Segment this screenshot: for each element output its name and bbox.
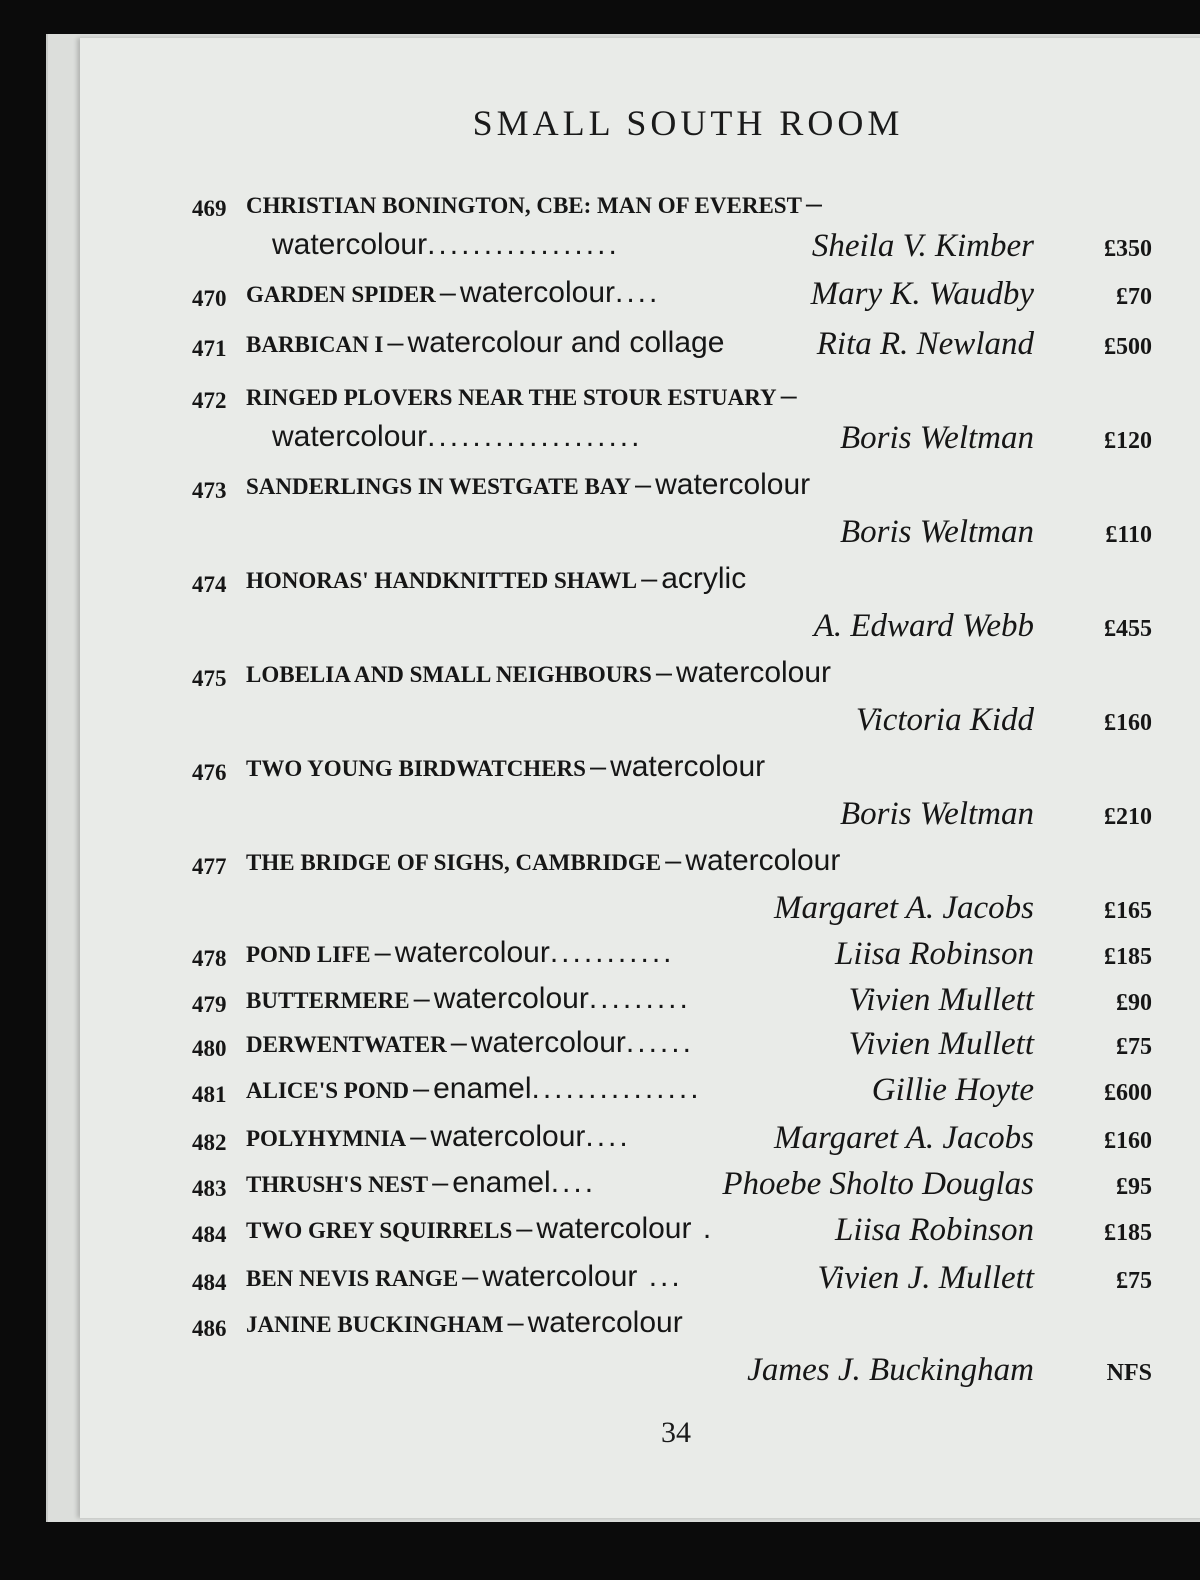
list-item: 482 POLYHYMNIA – watercolour.... Margaret A. Jacobs £160 <box>192 1120 1152 1156</box>
entry-number: 479 <box>192 992 227 1017</box>
entry-price: £165 <box>1104 898 1152 924</box>
list-item: 470 GARDEN SPIDER – watercolour.... Mary K. Waudby £70 <box>192 276 1152 312</box>
entry-price: £90 <box>1116 990 1152 1016</box>
list-item: 484 TWO GREY SQUIRRELS – watercolour . Liisa Robinson £185 <box>192 1212 1152 1248</box>
entry-number: 484 <box>192 1222 227 1247</box>
entry-price: £160 <box>1104 1128 1152 1154</box>
entry-medium: enamel <box>433 1072 532 1105</box>
entry-price: £185 <box>1104 1220 1152 1246</box>
page-number: 34 <box>661 1416 691 1449</box>
list-item: 486 JANINE BUCKINGHAM – watercolour <box>192 1306 683 1341</box>
page-title: SMALL SOUTH ROOM <box>472 103 904 143</box>
entry-title: BARBICAN I <box>246 332 384 357</box>
list-item: 484 BEN NEVIS RANGE – watercolour ... Vivien J. Mullett £75 <box>192 1260 1152 1296</box>
entry-medium: watercolour <box>527 1306 683 1339</box>
entry-number: 470 <box>192 286 227 311</box>
entry-number: 477 <box>192 854 227 879</box>
entry-medium: watercolour <box>394 936 550 969</box>
entry-number: 471 <box>192 336 227 361</box>
entry-number: 483 <box>192 1176 227 1201</box>
entry-title: THE BRIDGE OF SIGHS, CAMBRIDGE <box>246 850 662 875</box>
list-item: 477 THE BRIDGE OF SIGHS, CAMBRIDGE – watercolour <box>192 844 841 879</box>
entry-medium: watercolour <box>459 276 615 309</box>
entry-title: POLYHYMNIA <box>246 1126 407 1151</box>
entry-price: £600 <box>1104 1080 1152 1106</box>
entry-medium: watercolour <box>272 420 428 453</box>
entry-artist: Rita R. Newland <box>816 326 1034 362</box>
entry-artist: Boris Weltman <box>839 514 1034 550</box>
list-item: 471 BARBICAN I – watercolour and collage Rita R. Newland £500 <box>192 326 1152 362</box>
list-item: 483 THRUSH'S NEST – enamel.... Phoebe Sholto Douglas £95 <box>192 1166 1152 1202</box>
entry-number: 473 <box>192 478 227 503</box>
list-item-continuation <box>0 702 1200 748</box>
list-item-continuation <box>0 1352 1200 1398</box>
entry-artist: Phoebe Sholto Douglas <box>722 1166 1034 1202</box>
entry-artist: Boris Weltman <box>839 796 1034 832</box>
entry-artist: Sheila V. Kimber <box>811 228 1034 264</box>
list-item: 474 HONORAS' HANDKNITTED SHAWL – acrylic <box>192 562 747 597</box>
list-item: 476 TWO YOUNG BIRDWATCHERS – watercolour <box>192 750 766 785</box>
entry-title: CHRISTIAN BONINGTON, CBE: MAN OF EVEREST <box>246 193 802 218</box>
entry-title: RINGED PLOVERS NEAR THE STOUR ESTUARY <box>246 385 777 410</box>
entry-medium: watercolour <box>610 750 766 783</box>
entry-price: £455 <box>1104 616 1152 642</box>
entry-title: SANDERLINGS IN WESTGATE BAY <box>246 474 631 499</box>
entry-title: GARDEN SPIDER <box>246 282 436 307</box>
entry-artist: Vivien J. Mullett <box>817 1260 1034 1296</box>
entry-number: 476 <box>192 760 227 785</box>
entry-title: THRUSH'S NEST <box>246 1172 429 1197</box>
entry-number: 469 <box>192 196 227 221</box>
entry-medium: watercolour <box>433 982 589 1015</box>
entry-medium: watercolour <box>655 468 811 501</box>
entry-price: £95 <box>1116 1174 1152 1200</box>
list-item: 473 SANDERLINGS IN WESTGATE BAY – watercolour <box>192 468 811 503</box>
list-item: 481 ALICE'S POND – enamel............... Gillie Hoyte £600 <box>192 1072 1152 1108</box>
entry-artist: Vivien Mullett <box>848 1026 1034 1062</box>
entry-price: £70 <box>1116 284 1152 310</box>
list-item-continuation <box>0 890 1200 936</box>
entry-price: £185 <box>1104 944 1152 970</box>
entry-title: JANINE BUCKINGHAM <box>246 1312 504 1337</box>
entry-medium: watercolour <box>272 228 428 261</box>
entry-price: £120 <box>1104 428 1152 454</box>
list-item: 480 DERWENTWATER – watercolour...... Vivien Mullett £75 <box>192 1026 1152 1062</box>
entry-artist: Margaret A. Jacobs <box>774 1120 1034 1156</box>
entry-medium: acrylic <box>661 562 747 595</box>
entry-number: 472 <box>192 388 227 413</box>
list-item: 469 CHRISTIAN BONINGTON, CBE: MAN OF EVEREST – <box>192 188 823 221</box>
entry-artist: Margaret A. Jacobs <box>774 890 1034 926</box>
entry-medium: watercolour <box>675 656 832 689</box>
entry-medium: watercolour <box>430 1120 586 1153</box>
entry-artist: Liisa Robinson <box>835 936 1034 972</box>
entry-artist: A. Edward Webb <box>813 608 1034 644</box>
list-item-continuation: watercolour................. Sheila V. Kimber £350 <box>272 228 1152 264</box>
entry-number: 484 <box>192 1270 227 1295</box>
entry-number: 478 <box>192 946 227 971</box>
entry-price: £75 <box>1116 1034 1152 1060</box>
entry-artist: Gillie Hoyte <box>871 1072 1034 1108</box>
entry-number: 474 <box>192 572 227 597</box>
entry-price: £160 <box>1104 710 1152 736</box>
entry-title: TWO YOUNG BIRDWATCHERS <box>246 756 586 781</box>
entry-number: 480 <box>192 1036 227 1061</box>
entry-medium: watercolour <box>482 1260 638 1293</box>
list-item-continuation <box>0 514 1200 560</box>
entry-artist: Boris Weltman <box>839 420 1034 456</box>
entry-price: £210 <box>1104 804 1152 830</box>
entry-number: 481 <box>192 1082 227 1107</box>
entry-number: 482 <box>192 1130 227 1155</box>
entry-medium: watercolour <box>470 1026 626 1059</box>
entry-medium: enamel <box>452 1166 551 1199</box>
entry-title: BUTTERMERE <box>246 988 410 1013</box>
entry-price: £75 <box>1116 1268 1152 1294</box>
list-item: 478 POND LIFE – watercolour........... Liisa Robinson £185 <box>192 936 1152 972</box>
entry-title: LOBELIA AND SMALL NEIGHBOURS <box>246 662 652 687</box>
entry-artist: James J. Buckingham <box>747 1352 1034 1388</box>
list-item-continuation <box>0 608 1200 654</box>
list-item: 479 BUTTERMERE – watercolour......... Vivien Mullett £90 <box>192 982 1152 1018</box>
list-item: 472 RINGED PLOVERS NEAR THE STOUR ESTUARY – <box>192 380 797 413</box>
entry-medium: watercolour <box>685 844 841 877</box>
entry-artist: Vivien Mullett <box>848 982 1034 1018</box>
entry-price: £500 <box>1104 334 1152 360</box>
list-item-continuation: watercolour................... Boris Weltman £120 <box>272 420 1152 456</box>
list-item-continuation <box>0 796 1200 842</box>
entry-artist: Liisa Robinson <box>835 1212 1034 1248</box>
entry-number: 486 <box>192 1316 227 1341</box>
entry-title: HONORAS' HANDKNITTED SHAWL <box>246 568 638 593</box>
entry-title: POND LIFE <box>246 942 371 967</box>
entry-title: BEN NEVIS RANGE <box>246 1266 459 1291</box>
entry-number: 475 <box>192 666 227 691</box>
entry-artist: Mary K. Waudby <box>810 276 1034 312</box>
list-item: 475 LOBELIA AND SMALL NEIGHBOURS – watercolour <box>192 656 832 691</box>
entry-artist: Victoria Kidd <box>855 702 1034 738</box>
entry-title: ALICE'S POND <box>246 1078 409 1103</box>
entry-title: TWO GREY SQUIRRELS <box>246 1218 513 1243</box>
entry-price: NFS <box>1106 1360 1152 1386</box>
entry-price: £350 <box>1104 236 1152 262</box>
entry-medium: watercolour <box>536 1212 692 1245</box>
entry-price: £110 <box>1105 522 1152 548</box>
entry-medium: watercolour and collage <box>407 326 725 359</box>
entry-title: DERWENTWATER <box>246 1032 447 1057</box>
